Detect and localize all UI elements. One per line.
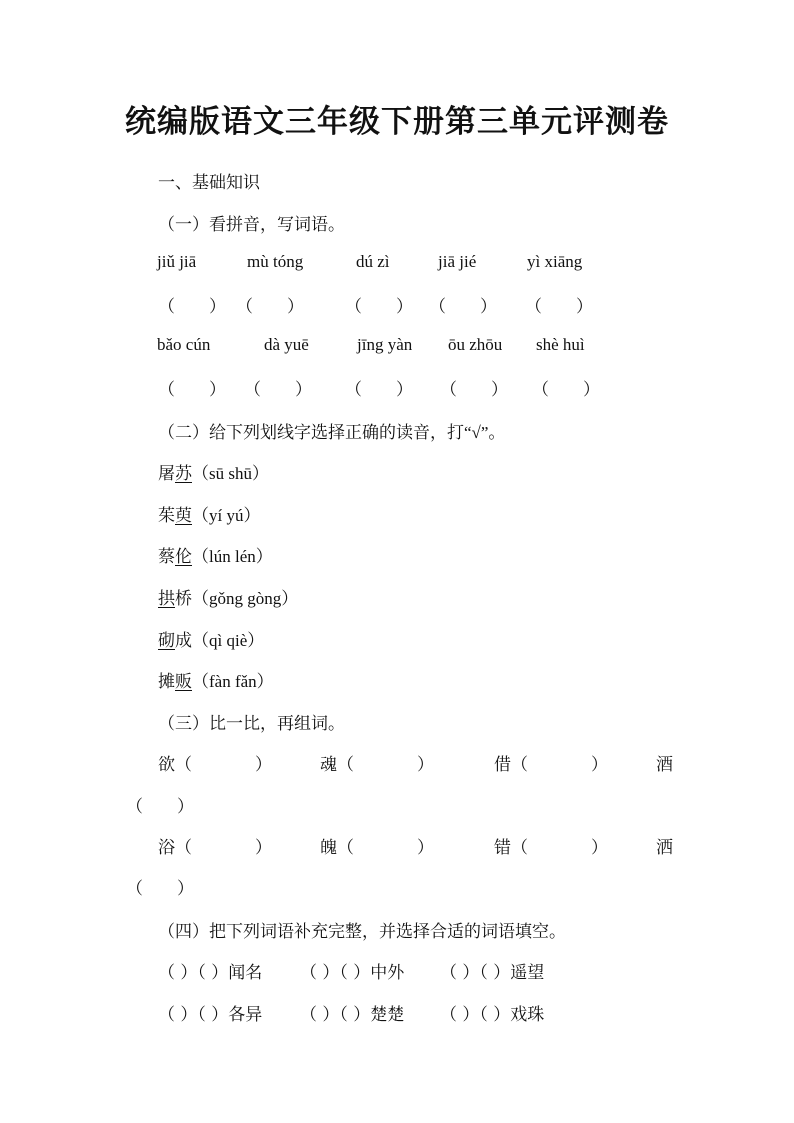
reading-options[interactable]: （gǒng gòng） (192, 589, 299, 608)
underlined-char: 贩 (175, 672, 192, 692)
answer-blank[interactable]: （ ） (158, 297, 226, 317)
underlined-char: 伦 (175, 547, 192, 567)
pinyin-item: dú zì (356, 252, 390, 271)
compare-char: 浴（ (158, 838, 192, 858)
reading-item (158, 501, 260, 526)
char: 茱 (158, 506, 175, 526)
answer-blank[interactable]: （ ） (158, 380, 226, 400)
idiom-blank[interactable]: （ ）（ ）中外 (300, 963, 405, 983)
pinyin-item: mù tóng (247, 252, 304, 271)
page-title: 统编版语文三年级下册第三单元评测卷 (125, 104, 669, 140)
reading-item (158, 542, 273, 567)
part2-heading (158, 418, 505, 443)
compare-char: 欲（ (158, 755, 192, 775)
char: 蔡 (158, 547, 175, 567)
compare-close: ） (255, 755, 272, 775)
part3-heading: （三）比一比，再组词。 (158, 714, 345, 734)
reading-options[interactable]: （sū shū） (192, 464, 269, 483)
underlined-char: 拱 (158, 589, 175, 609)
compare-char: 错（ (494, 838, 528, 858)
section-heading-basics: 一、基础知识 (158, 173, 260, 193)
compare-char: 魂（ (320, 755, 354, 775)
pinyin-item: ōu zhōu (448, 335, 503, 354)
compare-close: ） (417, 755, 434, 775)
pinyin-item: jiā jié (438, 252, 477, 271)
underlined-char: 砌 (158, 631, 175, 651)
reading-item (158, 459, 269, 484)
char: 屠 (158, 464, 175, 484)
idiom-blank[interactable]: （ ）（ ）楚楚 (300, 1005, 405, 1025)
compare-close: ） (591, 755, 608, 775)
char: 摊 (158, 672, 175, 692)
part2-heading-text: （二）给下列划线字选择正确的读音，打 (158, 423, 464, 443)
pinyin-item: yì xiāng (527, 252, 583, 271)
pinyin-item: jīng yàn (357, 335, 413, 354)
reading-options[interactable]: （yí yú） (192, 506, 261, 525)
checkmark-hint: “√”。 (464, 423, 506, 442)
reading-options[interactable]: （fàn fǎn） (192, 672, 274, 691)
reading-item (158, 667, 274, 692)
answer-blank[interactable]: （ ） (244, 380, 312, 400)
compare-char: 酒 (656, 755, 673, 775)
reading-item (158, 626, 264, 651)
compare-close: ） (255, 838, 272, 858)
answer-blank[interactable]: （ ） (532, 380, 600, 400)
compare-wrap-blank[interactable]: （ ） (126, 879, 194, 899)
compare-close: ） (591, 838, 608, 858)
reading-options[interactable]: （qì qiè） (192, 631, 265, 650)
answer-blank[interactable]: （ ） (345, 380, 413, 400)
reading-options[interactable]: （lún lén） (192, 547, 273, 566)
underlined-char: 萸 (175, 506, 192, 526)
answer-blank[interactable]: （ ） (236, 297, 304, 317)
idiom-blank[interactable]: （ ）（ ）各异 (158, 1005, 263, 1025)
pinyin-item: bǎo cún (157, 335, 211, 354)
answer-blank[interactable]: （ ） (429, 297, 497, 317)
pinyin-item: dà yuē (264, 335, 309, 354)
reading-item (158, 584, 298, 609)
compare-char: 借（ (494, 755, 528, 775)
compare-close: ） (417, 838, 434, 858)
idiom-blank[interactable]: （ ）（ ）戏珠 (440, 1005, 545, 1025)
idiom-blank[interactable]: （ ）（ ）闻名 (158, 963, 263, 983)
answer-blank[interactable]: （ ） (345, 297, 413, 317)
pinyin-item: shè huì (536, 335, 585, 354)
pinyin-item: jiǔ jiā (157, 252, 197, 271)
answer-blank[interactable]: （ ） (525, 297, 593, 317)
underlined-char: 苏 (175, 464, 192, 484)
idiom-blank[interactable]: （ ）（ ）遥望 (440, 963, 545, 983)
part1-heading: （一）看拼音，写词语。 (158, 215, 345, 235)
compare-wrap-blank[interactable]: （ ） (126, 797, 194, 817)
char: 桥 (175, 589, 192, 609)
part4-heading: （四）把下列词语补充完整，并选择合适的词语填空。 (158, 922, 566, 942)
answer-blank[interactable]: （ ） (440, 380, 508, 400)
compare-char: 魄（ (320, 838, 354, 858)
char: 成 (175, 631, 192, 651)
compare-char: 洒 (656, 838, 673, 858)
